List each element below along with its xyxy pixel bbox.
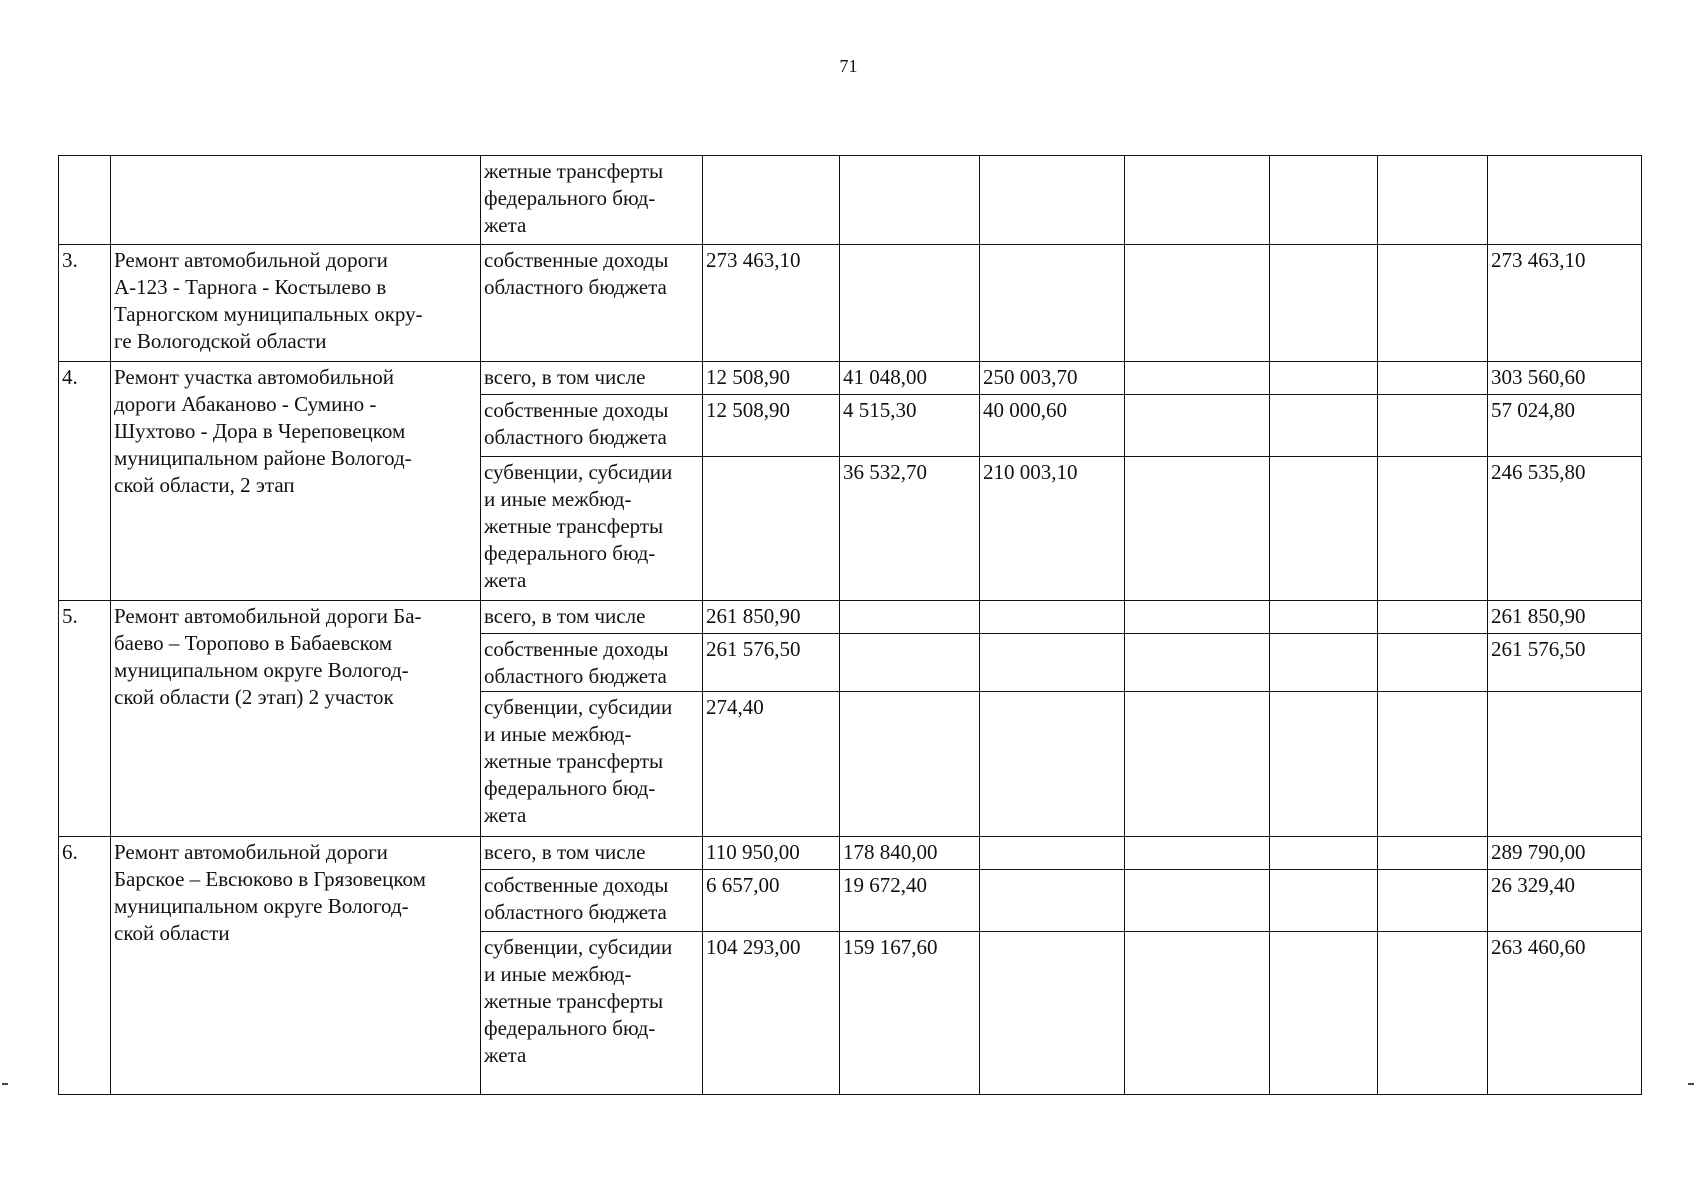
scan-edge-mark-left <box>2 1083 8 1085</box>
amount-cell <box>840 156 980 245</box>
funding-source-cell: жетные трансферты федерального бюд- жета <box>481 156 703 245</box>
amount-cell <box>980 601 1125 634</box>
amount-cell: 289 790,00 <box>1488 837 1642 870</box>
amount-cell: 273 463,10 <box>1488 245 1642 362</box>
amount-cell <box>1270 395 1378 457</box>
amount-cell: 57 024,80 <box>1488 395 1642 457</box>
amount-cell <box>840 692 980 837</box>
amount-cell <box>1378 870 1488 932</box>
amount-cell <box>1125 395 1270 457</box>
amount-cell <box>1270 932 1378 1095</box>
amount-cell <box>1378 395 1488 457</box>
funding-source-cell: всего, в том числе <box>481 362 703 395</box>
amount-cell: 303 560,60 <box>1488 362 1642 395</box>
object-name-cell: Ремонт автомобильной дороги Ба- баево – Торопово в Бабаевском муниципальном округе Вологод- ской области (2 этап) 2 участок <box>111 601 481 837</box>
amount-cell <box>1125 634 1270 692</box>
amount-cell: 41 048,00 <box>840 362 980 395</box>
amount-cell <box>1378 634 1488 692</box>
funding-source-cell: субвенции, субсидии и иные межбюд- жетные трансферты федерального бюд- жета <box>481 457 703 601</box>
amount-cell <box>980 692 1125 837</box>
amount-cell <box>1488 156 1642 245</box>
amount-cell: 273 463,10 <box>703 245 840 362</box>
amount-cell <box>1270 692 1378 837</box>
amount-cell <box>1378 457 1488 601</box>
amount-cell: 261 576,50 <box>703 634 840 692</box>
amount-cell <box>840 601 980 634</box>
amount-cell <box>1125 932 1270 1095</box>
amount-cell: 274,40 <box>703 692 840 837</box>
amount-cell <box>980 870 1125 932</box>
budget-table <box>58 155 1642 1095</box>
table-row <box>59 245 1642 362</box>
row-number-cell <box>59 156 111 245</box>
amount-cell: 26 329,40 <box>1488 870 1642 932</box>
amount-cell <box>1270 837 1378 870</box>
funding-source-cell: собственные доходы областного бюджета <box>481 870 703 932</box>
amount-cell <box>840 634 980 692</box>
table-row <box>59 362 1642 395</box>
amount-cell: 263 460,60 <box>1488 932 1642 1095</box>
amount-cell <box>1270 156 1378 245</box>
row-number-cell: 4. <box>59 362 111 601</box>
funding-source-cell: субвенции, субсидии и иные межбюд- жетные трансферты федерального бюд- жета <box>481 692 703 837</box>
amount-cell: 250 003,70 <box>980 362 1125 395</box>
amount-cell: 40 000,60 <box>980 395 1125 457</box>
amount-cell: 4 515,30 <box>840 395 980 457</box>
object-name-cell: Ремонт автомобильной дороги Барское – Евсюково в Грязовецком муниципальном округе Вологод- ской области <box>111 837 481 1095</box>
object-name-cell: Ремонт участка автомобильной дороги Абаканово - Сумино - Шухтово - Дора в Череповецком муниципальном районе Вологод- ской области, 2 этап <box>111 362 481 601</box>
amount-cell <box>1270 601 1378 634</box>
funding-source-cell: собственные доходы областного бюджета <box>481 634 703 692</box>
amount-cell: 261 850,90 <box>703 601 840 634</box>
amount-cell <box>1378 245 1488 362</box>
amount-cell <box>980 932 1125 1095</box>
amount-cell <box>1378 692 1488 837</box>
amount-cell: 261 576,50 <box>1488 634 1642 692</box>
object-name-cell <box>111 156 481 245</box>
funding-source-cell: субвенции, субсидии и иные межбюд- жетные трансферты федерального бюд- жета <box>481 932 703 1095</box>
amount-cell <box>1378 932 1488 1095</box>
amount-cell: 110 950,00 <box>703 837 840 870</box>
amount-cell: 210 003,10 <box>980 457 1125 601</box>
funding-source-cell: всего, в том числе <box>481 837 703 870</box>
row-number-cell: 3. <box>59 245 111 362</box>
amount-cell <box>1125 870 1270 932</box>
row-number-cell: 5. <box>59 601 111 837</box>
amount-cell <box>1125 245 1270 362</box>
amount-cell: 6 657,00 <box>703 870 840 932</box>
page-number: 71 <box>839 56 858 76</box>
amount-cell <box>703 156 840 245</box>
amount-cell <box>980 634 1125 692</box>
amount-cell <box>1125 457 1270 601</box>
table-row <box>59 601 1642 634</box>
row-number-cell: 6. <box>59 837 111 1095</box>
amount-cell: 178 840,00 <box>840 837 980 870</box>
amount-cell <box>1488 692 1642 837</box>
amount-cell <box>1270 362 1378 395</box>
scan-edge-mark-right <box>1688 1083 1694 1085</box>
amount-cell <box>1125 362 1270 395</box>
amount-cell: 19 672,40 <box>840 870 980 932</box>
amount-cell <box>1378 156 1488 245</box>
amount-cell: 246 535,80 <box>1488 457 1642 601</box>
amount-cell <box>1378 601 1488 634</box>
amount-cell <box>1270 870 1378 932</box>
amount-cell <box>1270 245 1378 362</box>
amount-cell: 261 850,90 <box>1488 601 1642 634</box>
amount-cell: 159 167,60 <box>840 932 980 1095</box>
amount-cell <box>1125 692 1270 837</box>
amount-cell <box>840 245 980 362</box>
amount-cell <box>1270 457 1378 601</box>
amount-cell: 12 508,90 <box>703 395 840 457</box>
table-row <box>59 156 1642 245</box>
amount-cell <box>1378 837 1488 870</box>
amount-cell <box>703 457 840 601</box>
amount-cell <box>1378 362 1488 395</box>
amount-cell <box>1270 634 1378 692</box>
funding-source-cell: собственные доходы областного бюджета <box>481 245 703 362</box>
amount-cell: 36 532,70 <box>840 457 980 601</box>
amount-cell <box>980 156 1125 245</box>
funding-source-cell: собственные доходы областного бюджета <box>481 395 703 457</box>
amount-cell: 12 508,90 <box>703 362 840 395</box>
amount-cell <box>1125 601 1270 634</box>
amount-cell <box>1125 837 1270 870</box>
funding-source-cell: всего, в том числе <box>481 601 703 634</box>
amount-cell <box>1125 156 1270 245</box>
object-name-cell: Ремонт автомобильной дороги А-123 - Тарнога - Костылево в Тарногском муниципальных окру- ге Вологодской области <box>111 245 481 362</box>
amount-cell <box>980 837 1125 870</box>
amount-cell <box>980 245 1125 362</box>
amount-cell: 104 293,00 <box>703 932 840 1095</box>
table-row <box>59 837 1642 870</box>
